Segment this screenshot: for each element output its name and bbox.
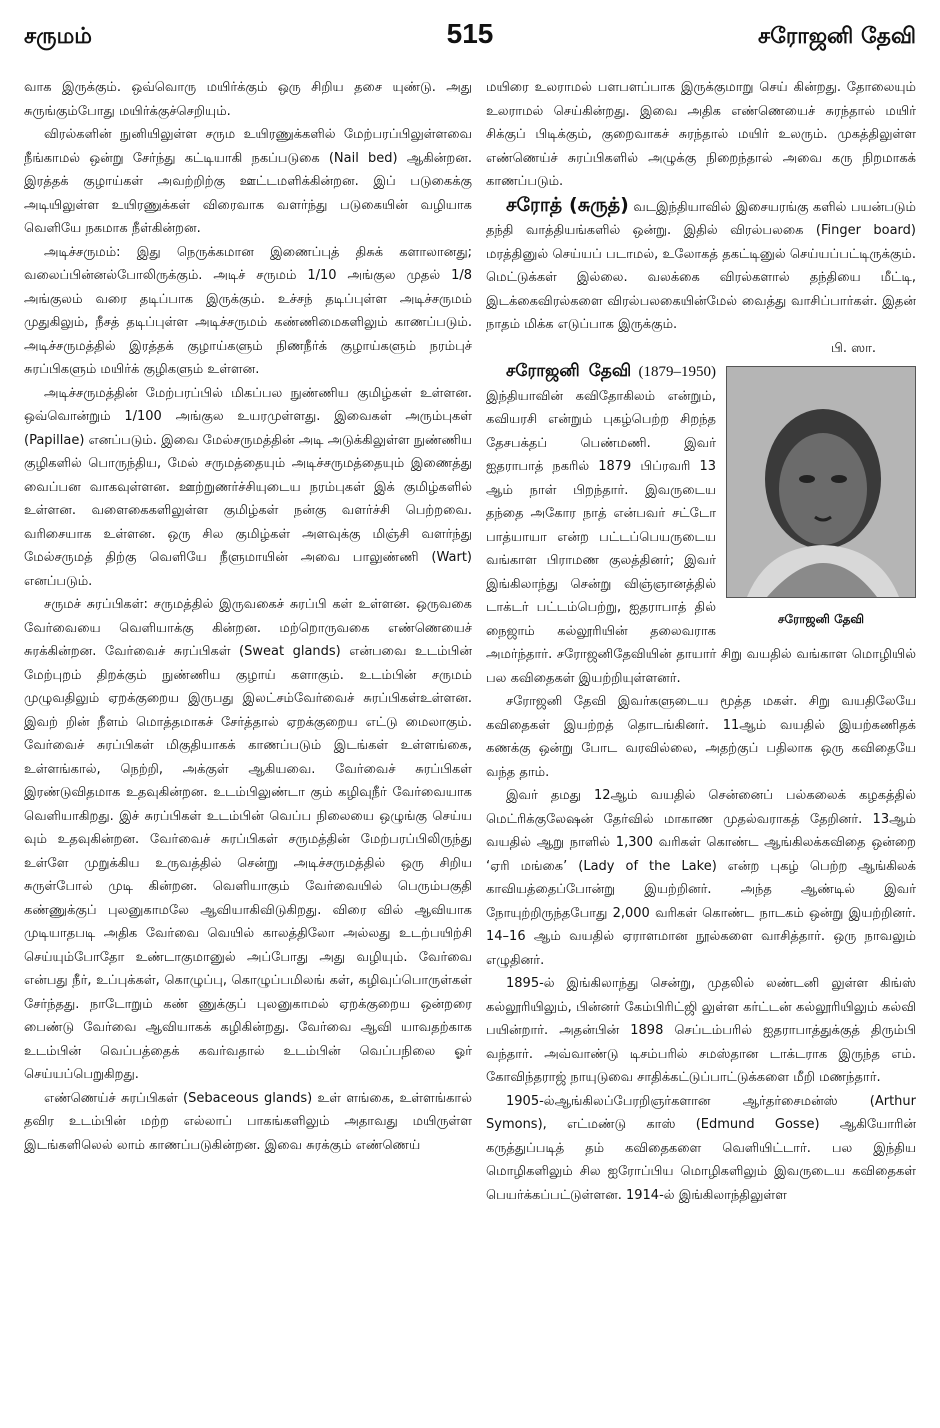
paragraph: விரல்களின் நுனியிலுள்ள சரும உயிரணுக்களில் மேற்பரப்பிலுள்ளவை நீங்காமல் ஒன்று சேர்ந்து கட்டியாகி நகப்படுகை (Nail bed) ஆகின்றன. இரத்தக் குழாய்கள் அவற்றிற்கு ஊட்டமளிக்கின்றன. இப் படுகைக்கு அடியிலுள்ள உயிரணுக்கள் விரைவாக வளர்ந்து படுகையின் வழியாக வெளியே நகமாக நீள்கின்றன. xyxy=(24,127,472,236)
paragraph: அடிச்சருமம்: இது நெருக்கமான இணைப்புத் திசுக் களாலானது; வலைப்பின்னல்போலிருக்கும். அடிச் சருமம் 1/10 அங்குல முதல் 1/8 அங்குலம் வரை தடிப்பாக இருக்கும். உச்சந் தடிப்புள்ள அடிச்சருமம் முதுகிலும், நீசத் தடிப்புள்ள அடிச்சருமம் கண்ணிமைகளிலும் காணப்படும். அடிச்சருமத்தில் இரத்தக் குழாய்களும் நிணநீர்க் குழாய்களும் நரம்புச் சுரப்பிகளும் மயிர்க் குழிகளும் உள்ளன. xyxy=(24,244,472,377)
entry-heading: சரோத் (சுருத்) xyxy=(506,193,629,216)
portrait-figure xyxy=(726,366,916,632)
paragraph: வாக இருக்கும். ஒவ்வொரு மயிர்க்கும் ஒரு சிறிய தசை யுண்டு. அது சுருங்கும்போது மயிர்க்குச்செறியும். xyxy=(24,80,472,119)
entry-sarojini xyxy=(486,360,916,690)
portrait-caption: சரோஜனி தேவி xyxy=(777,612,865,626)
author-signature: பி. ஸா. xyxy=(830,340,876,356)
paragraph: 1895-ல் இங்கிலாந்து சென்று, முதலில் லண்டனி லுள்ள கிங்ஸ் கல்லூரியிலும், பின்னர் கேம்பிரிட்ஜி லுள்ள கர்ட்டன் கல்லூரியிலும் கல்வி பயின்றார். அதன்பின் 1898 செப்டம்பரில் ஐதராபாத்துக்குத் திரும்பி வந்தார். அவ்வாண்டு டிசம்பரில் சமஸ்தான டாக்டராக இருந்த எம். கோவிந்தராஜ் நாயுடுவை சாதிக்கட்டுப்பாட்டுக்களை மீறி மணந்தார். xyxy=(486,976,916,1085)
entry-sarod xyxy=(486,194,916,361)
paragraph: சரோஜனி தேவி இவர்களுடைய மூத்த மகள். சிறு வயதிலேயே கவிதைகள் இயற்றத் தொடங்கினர். 11ஆம் வயதில் இயற்கணிதக் கணக்கு ஒன்று போட வரவில்லை, அதற்குப் பதிலாக ஒரு கவிதையே வந்த தாம். xyxy=(486,694,916,780)
page-number: 515 xyxy=(446,18,494,49)
page-header xyxy=(24,18,916,62)
entry-years: (1879–1950) xyxy=(638,364,716,380)
running-head-left: சருமம் xyxy=(24,24,92,49)
running-head-right: சரோஜனி தேவி xyxy=(758,24,916,49)
entry-text: வடஇந்தியாவில் இசையரங்கு களில் பயன்படும் தந்தி வாத்தியங்களில் ஒன்று. இதில் விரல்பலகை (Finger board) மரத்தினுல் செய்யப் படாமல், உலோகத் தகட்டினுல் செய்யப்பட்டிருக்கும். மெட்டுக்கள் இல்லை. வலக்கை விரல்களால் தந்தியை மீட்டி, இடக்கைவிரல்களை விரல்பலகையின்மேல் வைத்து வாசிப்பார்கள். இதன் நாதம் மிக்க எடுப்பாக இருக்கும். xyxy=(486,199,916,332)
paragraph: சருமச் சுரப்பிகள்: சருமத்தில் இருவகைச் சுரப்பி கள் உள்ளன. ஒருவகை வேர்வையை வெளியாக்கு கின்றன. மற்றொருவகை எண்ணெயைச் சுரக்கின்றன. வேர்வைச் சுரப்பிகள் (Sweat glands) என்பவை உடம்பின் மேற்புறம் திறக்கும் நுண்ணிய குழாய் களாகும். உடம்பின் சருமம் முழுவதிலும் ஏறக்குறைய இருபது இலட்சம்வேர்வைச் சுரப்பிகள்உள்ளன. இவற் றின் நீளம் மொத்தமாகச் சேர்த்தால் ஏறக்குறைய எட்டு மைலாகும். வேர்வைச் சுரப்பிகள் மிகுதியாகக் காணப்படும் இடங்கள் உள்ளங்கை, உள்ளங்கால், நெற்றி, அக்குள் ஆகியவை. வேர்வைச் சுரப்பிகள் இரண்டுவிதமாக உதவுகின்றன. உடம்பிலுண்டா கும் கழிவுநீர் வேர்வையாக வெளியாகிறது. இச் சுரப்பிகள் உடம்பின் வெப்ப நிலையை ஒழுங்கு செய்ய வும் உதவுகின்றன. வேர்வைச் சுரப்பிகள் சருமத்தின் மேற்பரப்பிலிருந்து உள்ளே முறுக்கிய உருவத்தில் சென்று அடிச்சருமத்தில் ஒரு சிறிய சுருள்போல் முடி கின்றன. வெளியாகும் வேர்வையில் பெரும்பகுதி கண்ணுக்குப் புலனுகாமலே ஆவியாகிவிடுகிறது. விரை வில் ஆவியாக முடியாதபடி அதிக வேர்வை வெயில் காலத்திலோ அல்லது உடற்பயிற்சி செய்யும்போதோ உண்டாகுமானுல் அப்போது அது வழியும். வேர்வை என்பது நீர், உப்புக்கள், கொழுப்பு, கொழுப்பமிலங் கள், கழிவுப்பொருள்கள் சேர்ந்தது. நாடோறும் கண் ணுக்குப் புலனுகாமல் ஏறக்குறைய ஒன்றரை பைண்டு வேர்வை ஆவியாகக் கழிகின்றது. வேர்வை ஆவி யாவதற்காக உடம்பின் வெப்பத்தைக் கவர்வதால் உடம்பின் வெப்பநிலை ஓர் செய்யப்பெறுகிறது. xyxy=(24,597,472,1082)
entry-text: இந்தியாவின் கவிதோகிலம் என்றும், கவியரசி என்றும் புகழ்பெற்ற சிறந்த தேசபக்தப் பெண்மணி. இவர் ஐதராபாத் நகரில் 1879 பிப்ரவரி 13 ஆம் நாள் பிறந்தார். இவருடைய தந்தை அகோர நாத் என்பவர் சட்டோ பாத்யாயா என்ற பட்டப்பெயருடைய வங்காள பிராமண குலத்தினர்; இவர் இங்கிலாந்து சென்று விஞ்ஞானத்தில் டாக்டர் பட்டம்பெற்று, ஐதராபாத் தில் நைஜாம் கல்லூரியின் தலைவராக அமர்ந்தார். சரோஜனிதேவியின் தாயார் சிறு வயதில் வங்காள மொழியில் பல கவிதைகள் இயற்றியுள்ளனர். xyxy=(486,388,916,686)
right-column xyxy=(486,76,916,1416)
paragraph: அடிச்சருமத்தின் மேற்பரப்பில் மிகப்பல நுண்ணிய குமிழ்கள் உள்ளன. ஒவ்வொன்றும் 1/100 அங்குல உயரமுள்ளது. இவைகள் அரும்புகள் (Papillae) எனப்படும். இவை மேல்சருமத்தின் அடி அடுக்கிலுள்ள நுண்ணிய குழிகளில் பொருந்திய, மேல் சருமத்தையும் அடிச்சருமத்தையும் இணைத்து வைப்பன வாகவுள்ளன. ஊற்றுணர்ச்சியுடைய நரம்புகள் இக் குமிழ்களில் உள்ளன. வளைகைகளிலுள்ள குமிழ்கள் நன்கு வளர்ச்சி பெற்றவை. வரிசையாக உள்ளன. ஒரு சில குமிழ்கள் அளவுக்கு மிஞ்சி வளர்ந்து மேல்சருமத் திற்கு வெளியே நீளுமாயின் அவை பாலுண்ணி (Wart) எனப்படும். xyxy=(24,385,472,589)
left-column xyxy=(24,76,472,1416)
paragraph: 1905-ல்ஆங்கிலப்பேரறிஞர்களான ஆர்தர்சைமன்ஸ் (Arthur Symons), எட்மண்டு காஸ் (Edmund Gosse) ஆகியோரின் கருத்துப்படித் தம் கவிதைகளை வெளியிட்டார். பல இந்திய மொழிகளிலும் சில ஐரோப்பிய மொழிகளிலும் இவருடைய கவிதைகள் பெயர்க்கப்பட்டுள்ளன. 1914-ல் இங்கிலாந்திலுள்ள xyxy=(486,1093,916,1203)
portrait-photo xyxy=(726,366,916,598)
entry-heading: சரோஜனி தேவி xyxy=(506,361,632,381)
paragraph: எண்ணெய்ச் சுரப்பிகள் (Sebaceous glands) உள் ளங்கை, உள்ளங்கால் தவிர உடம்பின் மற்ற எல்லாப் பாகங்களிலும் அதாவது மயிருள்ள இடங்களிலெல் லாம் காணப்படுகின்றன. இவை சுரக்கும் எண்ணெய் xyxy=(24,1090,472,1153)
paragraph: மயிரை உலராமல் பளபளப்பாக இருக்குமாறு செய் கின்றது. தோலையும் உலராமல் செய்கின்றது. இவை அதிக எண்ணெயைச் சுரந்தால் மயிர் சிக்குப் பிடிக்கும், குறைவாகச் சுரந்தால் மயிர் உலரும். முகத்திலுள்ள எண்ணெய்ச் சுரப்பிகளில் அழுக்கு நிறைந்தால் அவை கரு நிறமாகக் காணப்படும். xyxy=(486,80,916,189)
paragraph: இவர் தமது 12ஆம் வயதில் சென்னைப் பல்கலைக் கழகத்தில் மெட்ரிக்குலேஷன் தேர்வில் மாகாண முதல்வராகத் தேறினர். 13ஆம் வயதில் ஆறு நாளில் 1,300 வரிகள் கொண்ட ஆங்கிலக்கவிதை ஒன்றை ‘ஏரி மங்கை’ (Lady of the Lake) என்ற புகழ் பெற்ற ஆங்கிலக் காவியத்தைப்போன்று இயற்றினர். அந்த ஆண்டில் இவர் நோயுற்றிருந்தபோது 2,000 வரிகள் கொண்ட நாடகம் ஒன்று இயற்றினர். 14–16 ஆம் வயதில் ஏராளமான நூல்களை வாசித்தார். ஒரு நாவலும் எழுதினர். xyxy=(486,788,916,968)
